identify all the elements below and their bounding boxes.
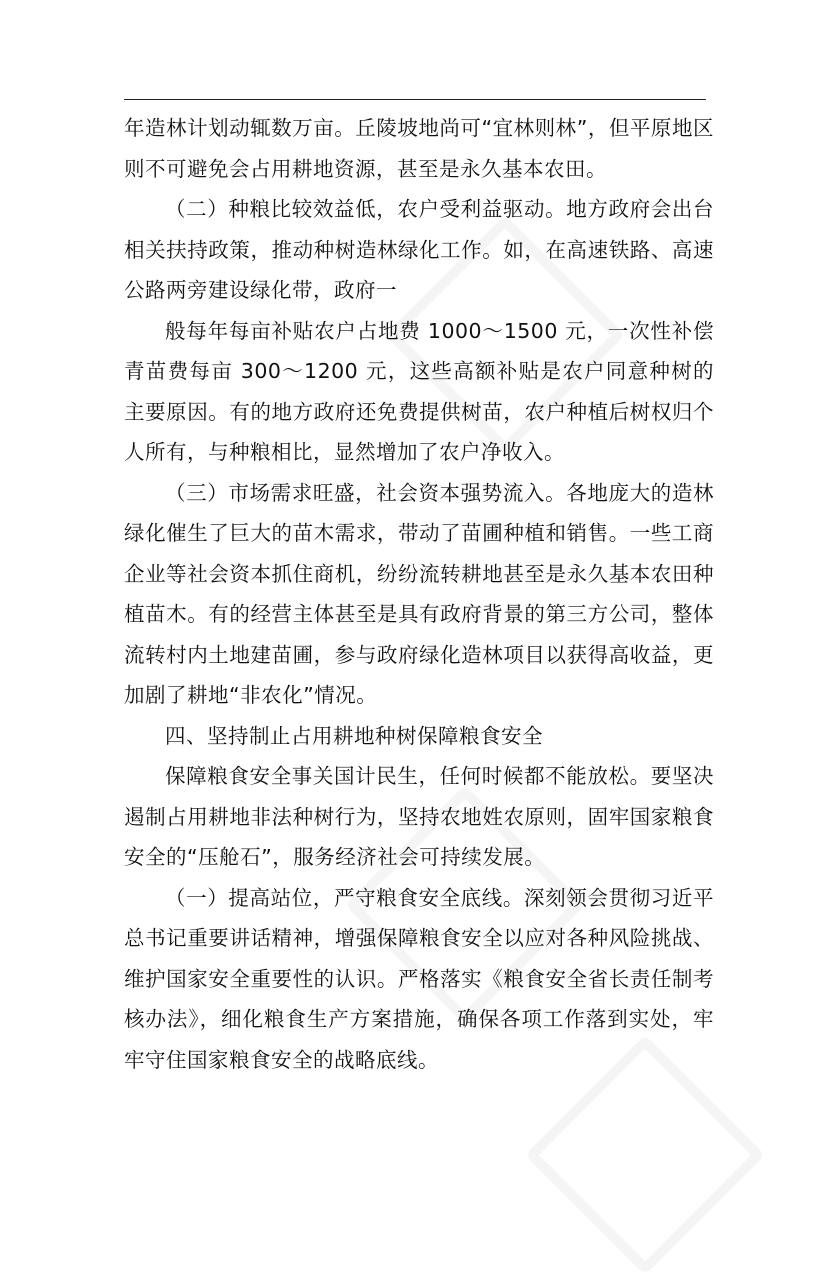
paragraph-section-4-point-1: （一）提高站位，严守粮食安全底线。深刻领会贯彻习近平总书记重要讲话精神，增强保障粮食安全以应对各种风险挑战、维护国家安全重要性的认识。严格落实《粮食安全省长责任制考核办法》，细化粮食生产方案措施，确保各项工作落到实处，牢牢守住国家粮食安全的战略底线。 bbox=[124, 885, 714, 1072]
paragraph-section-4-intro: 保障粮食安全事关国计民生，任何时候都不能放松。要坚决遏制占用耕地非法种树行为，坚持农地姓农原则，固牢国家粮食安全的“压舱石”，服务经济社会可持续发展。 bbox=[124, 764, 714, 869]
paragraph-point-2: （二）种粮比较效益低，农户受利益驱动。地方政府会出台相关扶持政策，推动种树造林绿化工作。如，在高速铁路、高速公路两旁建设绿化带，政府一 bbox=[124, 197, 714, 302]
paragraph-point-3: （三）市场需求旺盛，社会资本强势流入。各地庞大的造林绿化催生了巨大的苗木需求，带动了苗圃种植和销售。一些工商企业等社会资本抓住商机，纷纷流转耕地甚至是永久基本农田种植苗木。有的经营主体甚至是具有政府背景的第三方公司，整体流转村内土地建苗圃，参与政府绿化造林项目以获得高收益，更加剧了耕地“非农化”情况。 bbox=[124, 480, 714, 707]
document-body bbox=[124, 108, 714, 1080]
section-heading-4: 四、坚持制止占用耕地种树保障粮食安全 bbox=[165, 723, 543, 748]
paragraph-point-2-continued: 般每年每亩补贴农户占地费 1000～1500 元，一次性补偿青苗费每亩 300～1200 元，这些高额补贴是农户同意种树的主要原因。有的地方政府还免费提供树苗，农户种植后树权归个人所有，与种粮相比，显然增加了农户净收入。 bbox=[124, 318, 714, 464]
paragraph-continuation: 年造林计划动辄数万亩。丘陵坡地尚可“宜林则林”，但平原地区则不可避免会占用耕地资源，甚至是永久基本农田。 bbox=[124, 116, 714, 181]
header-rule bbox=[124, 99, 706, 100]
